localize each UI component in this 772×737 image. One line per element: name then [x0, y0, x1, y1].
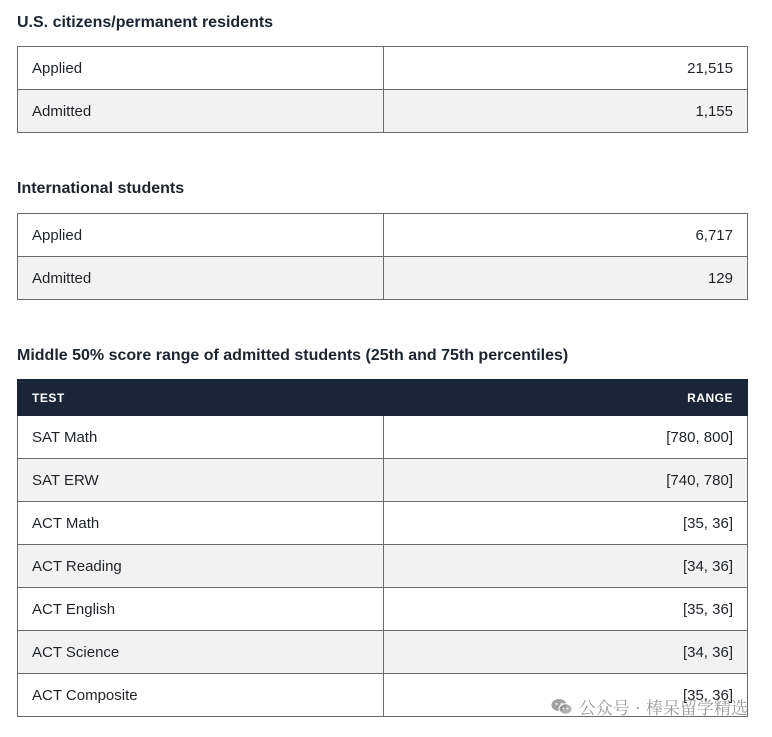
row-value: [740, 780]	[384, 459, 748, 502]
row-label: Admitted	[18, 257, 384, 300]
table-row	[18, 502, 748, 545]
row-label: ACT Math	[18, 502, 384, 545]
row-label: ACT Science	[18, 631, 384, 674]
table-row	[18, 257, 748, 300]
watermark	[551, 694, 748, 719]
row-label: SAT Math	[18, 416, 384, 459]
header-range: RANGE	[384, 380, 748, 416]
watermark-text: 公众号 · 棒呆留学精选	[578, 699, 748, 719]
row-value: 21,515	[384, 47, 748, 90]
row-value: [35, 36]	[384, 502, 748, 545]
row-value: 1,155	[384, 90, 748, 133]
table-row	[18, 214, 748, 257]
us-admissions-table	[17, 46, 748, 133]
score-range-table	[17, 379, 748, 717]
header-test: TEST	[18, 380, 384, 416]
table-row	[18, 90, 748, 133]
scores-section-title: Middle 50% score range of admitted students (25th and 75th percentiles)	[17, 347, 569, 364]
table-row	[18, 459, 748, 502]
row-label: ACT Composite	[18, 674, 384, 717]
row-label: Applied	[18, 214, 384, 257]
row-label: SAT ERW	[18, 459, 384, 502]
intl-admissions-table	[17, 213, 748, 300]
intl-section-title: International students	[17, 180, 185, 197]
table-row	[18, 545, 748, 588]
row-value: [780, 800]	[384, 416, 748, 459]
row-value: 129	[384, 257, 748, 300]
table-row	[18, 47, 748, 90]
row-label: ACT Reading	[18, 545, 384, 588]
row-value: [34, 36]	[384, 631, 748, 674]
us-section-title: U.S. citizens/permanent residents	[17, 14, 274, 31]
table-row	[18, 588, 748, 631]
row-label: Applied	[18, 47, 384, 90]
wechat-icon	[551, 698, 573, 716]
row-value: [34, 36]	[384, 545, 748, 588]
table-header-row	[18, 380, 748, 416]
row-value: [35, 36]	[384, 674, 748, 717]
row-value: 6,717	[384, 214, 748, 257]
row-label: ACT English	[18, 588, 384, 631]
table-row	[18, 416, 748, 459]
row-value: [35, 36]	[384, 588, 748, 631]
row-label: Admitted	[18, 90, 384, 133]
table-row	[18, 631, 748, 674]
